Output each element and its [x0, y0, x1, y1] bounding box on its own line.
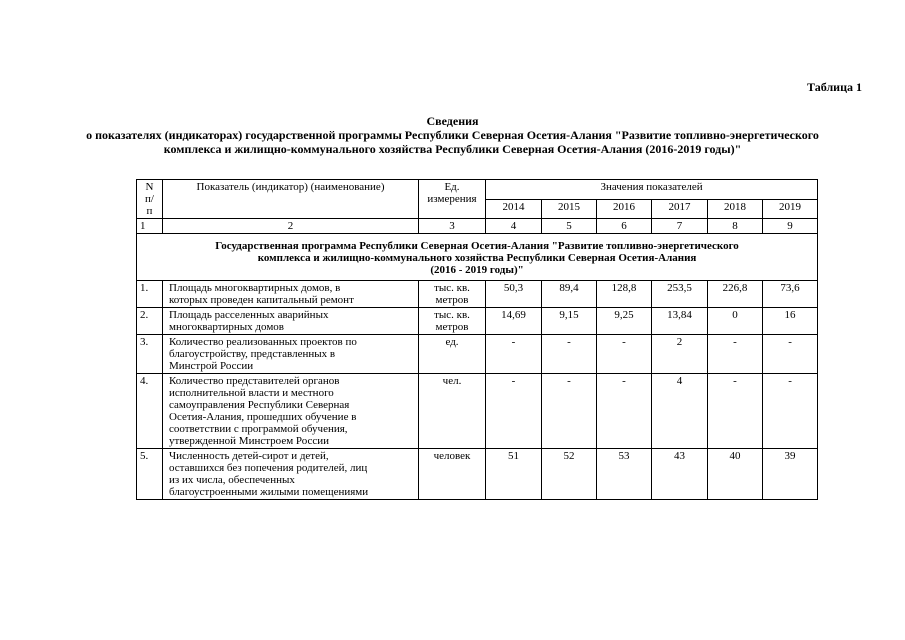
indicator-value: -: [542, 374, 597, 449]
heading-line: комплекса и жилищно-коммунального хозяйства Республики Северная Осетия-Алания (2016-2019 годы)": [163, 142, 742, 156]
indicator-value: 9,15: [542, 308, 597, 335]
indicator-unit: тыс. кв. метров: [419, 308, 486, 335]
header-year: 2017: [652, 199, 708, 219]
column-number: 6: [597, 219, 652, 234]
indicator-name: Площадь расселенных аварийных многоквартирных домов: [163, 308, 419, 335]
section-row: [137, 234, 818, 281]
indicator-name: Количество представителей органов исполнительной власти и местного самоуправления Республики Северная Осетия-Алания, прошедших обучение в соответствии с программой обучения, утвержденной Минстроем России: [163, 374, 419, 449]
column-number: 5: [542, 219, 597, 234]
indicator-value: 253,5: [652, 281, 708, 308]
table-row: [137, 449, 818, 500]
header-year: 2015: [542, 199, 597, 219]
indicator-value: -: [763, 374, 818, 449]
indicator-value: 50,3: [486, 281, 542, 308]
table-row: [137, 281, 818, 308]
header-indicator: Показатель (индикатор) (наименование): [163, 180, 419, 219]
indicator-value: 52: [542, 449, 597, 500]
header-year: 2014: [486, 199, 542, 219]
indicator-value: 0: [708, 308, 763, 335]
indicator-name: Количество реализованных проектов по благоустройству, представленных в Минстрой России: [163, 335, 419, 374]
indicator-unit: чел.: [419, 374, 486, 449]
indicator-value: 9,25: [597, 308, 652, 335]
row-number: 2.: [137, 308, 163, 335]
table-label: Таблица 1: [807, 80, 862, 94]
indicator-value: 14,69: [486, 308, 542, 335]
heading-line: о показателях (индикаторах) государственной программы Республики Северная Осетия-Алания "Развитие топливно-энергетического: [86, 128, 819, 142]
indicator-value: 73,6: [763, 281, 818, 308]
column-number: 8: [708, 219, 763, 234]
indicator-value: -: [597, 374, 652, 449]
indicators-table: [136, 179, 818, 500]
header-row: [137, 180, 818, 200]
table-row: [137, 308, 818, 335]
indicator-value: -: [486, 335, 542, 374]
indicator-value: -: [708, 335, 763, 374]
column-number: 3: [419, 219, 486, 234]
header-no: N п/ п: [137, 180, 163, 219]
indicator-value: -: [763, 335, 818, 374]
header-unit: Ед. измерения: [419, 180, 486, 219]
indicator-value: 226,8: [708, 281, 763, 308]
table-row: [137, 335, 818, 374]
column-number: 1: [137, 219, 163, 234]
indicator-value: 89,4: [542, 281, 597, 308]
column-number: 2: [163, 219, 419, 234]
indicator-name: Площадь многоквартирных домов, в которых проведен капитальный ремонт: [163, 281, 419, 308]
indicator-name: Численность детей-сирот и детей, оставшихся без попечения родителей, лиц из их числа, обеспеченных благоустроенными жилыми помещениями: [163, 449, 419, 500]
table-row: [137, 374, 818, 449]
indicator-value: 40: [708, 449, 763, 500]
indicator-value: 51: [486, 449, 542, 500]
indicator-value: -: [542, 335, 597, 374]
indicator-value: -: [597, 335, 652, 374]
indicator-value: 128,8: [597, 281, 652, 308]
row-number: 3.: [137, 335, 163, 374]
column-numbers-row: [137, 219, 818, 234]
indicator-value: 4: [652, 374, 708, 449]
indicator-value: -: [486, 374, 542, 449]
indicator-value: 16: [763, 308, 818, 335]
indicator-unit: человек: [419, 449, 486, 500]
column-number: 7: [652, 219, 708, 234]
indicator-value: 53: [597, 449, 652, 500]
section-title: Государственная программа Республики Северная Осетия-Алания "Развитие топливно-энергетического комплекса и жилищно-коммунального хозяйства Республики Северная Осетия-Алания (2016 - 2019 годы)": [137, 234, 818, 281]
indicator-value: 13,84: [652, 308, 708, 335]
row-number: 4.: [137, 374, 163, 449]
indicator-unit: ед.: [419, 335, 486, 374]
row-number: 5.: [137, 449, 163, 500]
header-year: 2018: [708, 199, 763, 219]
document-heading: [0, 114, 905, 156]
indicator-value: -: [708, 374, 763, 449]
header-values-group: Значения показателей: [486, 180, 818, 200]
column-number: 4: [486, 219, 542, 234]
indicator-value: 43: [652, 449, 708, 500]
indicator-value: 39: [763, 449, 818, 500]
indicator-value: 2: [652, 335, 708, 374]
indicator-unit: тыс. кв. метров: [419, 281, 486, 308]
header-year: 2019: [763, 199, 818, 219]
row-number: 1.: [137, 281, 163, 308]
header-year: 2016: [597, 199, 652, 219]
column-number: 9: [763, 219, 818, 234]
heading-line: Сведения: [426, 114, 479, 128]
